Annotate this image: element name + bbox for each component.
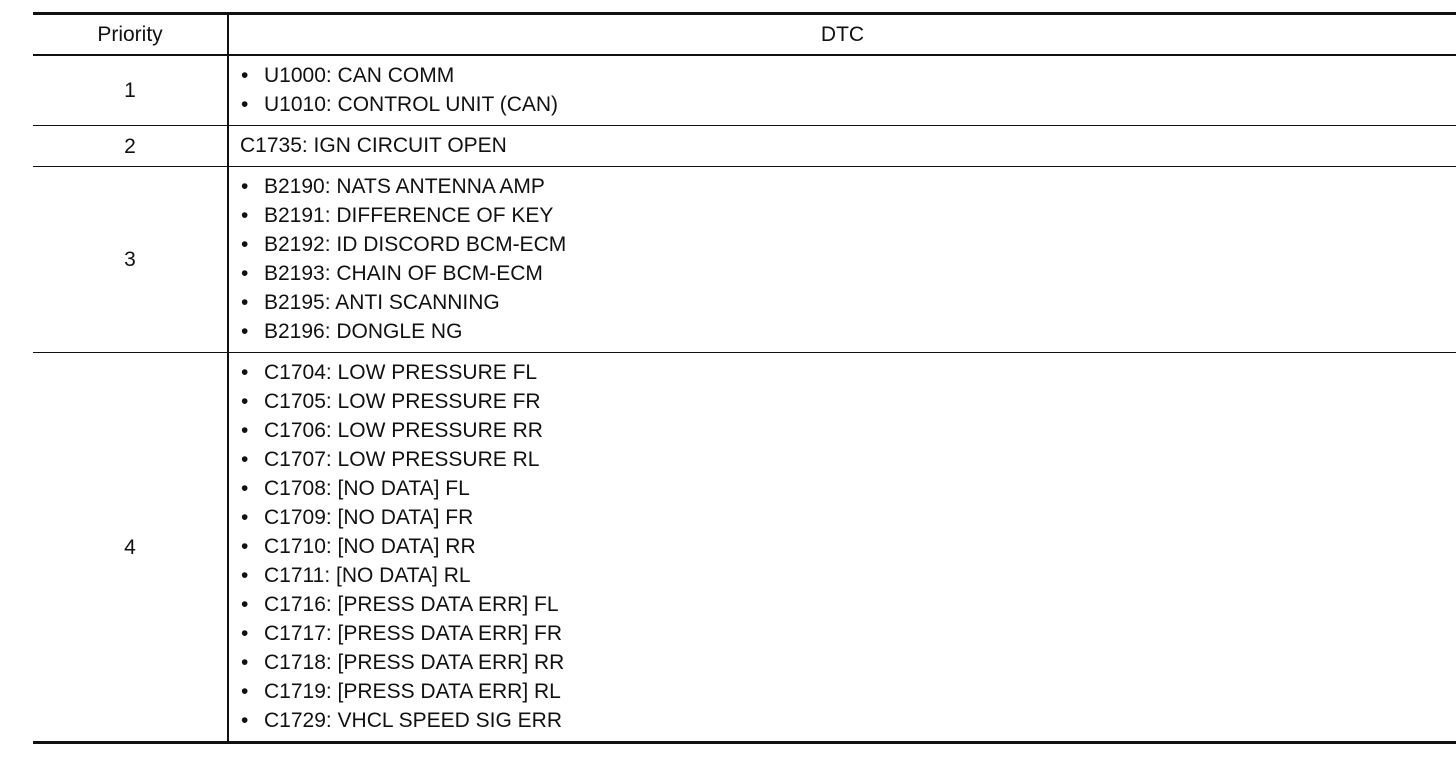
dtc-list <box>240 172 1456 346</box>
dtc-list-item: • C1704: LOW PRESSURE FL <box>240 358 1456 387</box>
priority-cell: 2 <box>33 126 228 167</box>
dtc-list-item: • B2196: DONGLE NG <box>240 317 1456 346</box>
dtc-list-item: • B2193: CHAIN OF BCM-ECM <box>240 259 1456 288</box>
dtc-cell <box>228 126 1456 167</box>
table-row <box>33 126 1456 167</box>
header-dtc: DTC <box>228 14 1456 56</box>
dtc-list-item: • C1709: [NO DATA] FR <box>240 503 1456 532</box>
dtc-list <box>240 61 1456 119</box>
table-row <box>33 55 1456 126</box>
dtc-list-item: • C1718: [PRESS DATA ERR] RR <box>240 648 1456 677</box>
dtc-list-item: • C1710: [NO DATA] RR <box>240 532 1456 561</box>
dtc-list-item: • B2191: DIFFERENCE OF KEY <box>240 201 1456 230</box>
dtc-list <box>240 358 1456 735</box>
dtc-text: C1735: IGN CIRCUIT OPEN <box>240 134 507 157</box>
dtc-list-item: • C1719: [PRESS DATA ERR] RL <box>240 677 1456 706</box>
dtc-list-item: • C1711: [NO DATA] RL <box>240 561 1456 590</box>
table-row <box>33 353 1456 743</box>
dtc-list-item: • U1000: CAN COMM <box>240 61 1456 90</box>
header-priority: Priority <box>33 14 228 56</box>
priority-cell: 4 <box>33 353 228 743</box>
dtc-list-item: • B2192: ID DISCORD BCM-ECM <box>240 230 1456 259</box>
priority-cell: 3 <box>33 167 228 353</box>
dtc-list-item: • C1706: LOW PRESSURE RR <box>240 416 1456 445</box>
dtc-priority-table <box>33 12 1456 744</box>
dtc-list-item: • U1010: CONTROL UNIT (CAN) <box>240 90 1456 119</box>
dtc-list-item: • B2195: ANTI SCANNING <box>240 288 1456 317</box>
dtc-list-item: • C1716: [PRESS DATA ERR] FL <box>240 590 1456 619</box>
dtc-list-item: • C1708: [NO DATA] FL <box>240 474 1456 503</box>
dtc-list-item: • B2190: NATS ANTENNA AMP <box>240 172 1456 201</box>
priority-cell: 1 <box>33 55 228 126</box>
dtc-cell <box>228 167 1456 353</box>
dtc-list-item: • C1707: LOW PRESSURE RL <box>240 445 1456 474</box>
dtc-cell <box>228 55 1456 126</box>
table-row <box>33 167 1456 353</box>
dtc-cell <box>228 353 1456 743</box>
dtc-list-item: • C1717: [PRESS DATA ERR] FR <box>240 619 1456 648</box>
table-header-row <box>33 14 1456 56</box>
dtc-list-item: • C1705: LOW PRESSURE FR <box>240 387 1456 416</box>
dtc-list-item: • C1729: VHCL SPEED SIG ERR <box>240 706 1456 735</box>
